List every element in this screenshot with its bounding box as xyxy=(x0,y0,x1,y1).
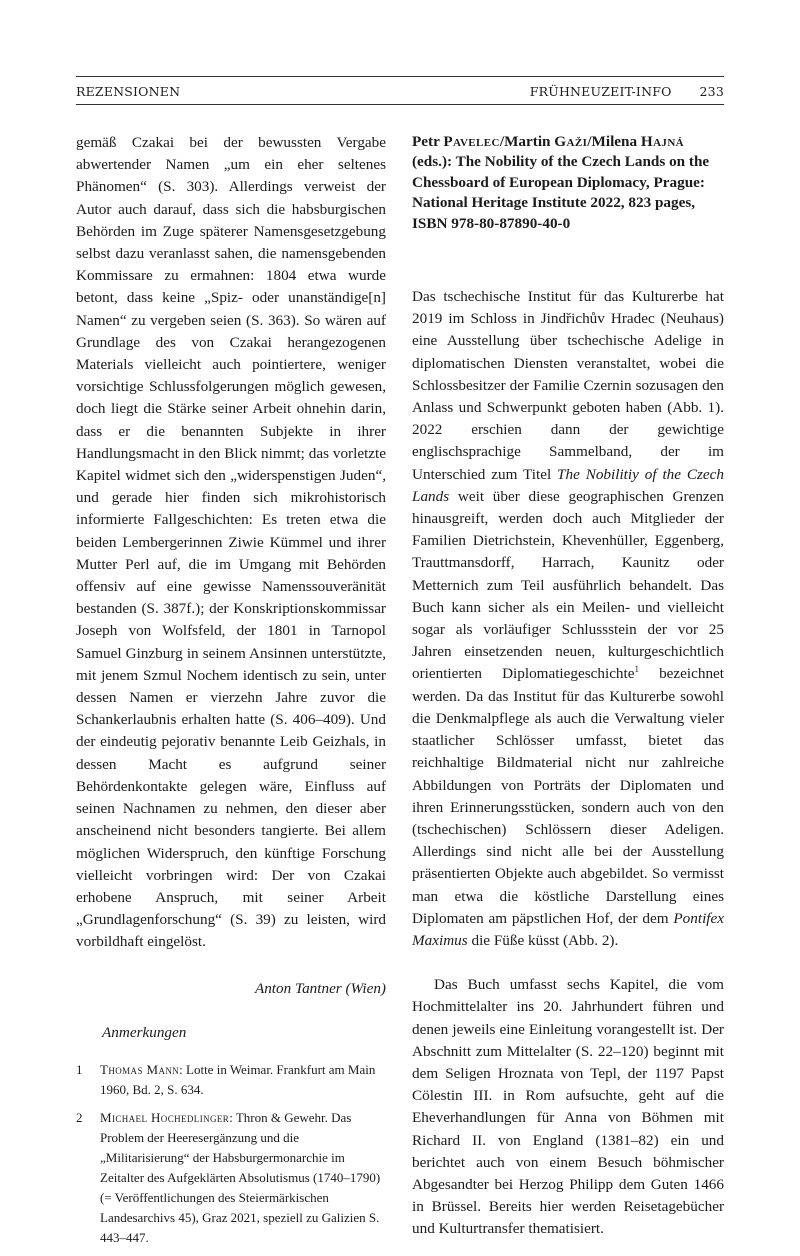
footnote-author: Thomas Mann xyxy=(100,1061,180,1077)
notes-title: Anmerkungen xyxy=(102,1023,187,1041)
header-journal-title: FRÜHNEUZEIT-INFO xyxy=(529,84,672,99)
editor-last-name: Hajná xyxy=(640,133,685,150)
running-header xyxy=(76,84,724,102)
review-heading: Petr Pavelec/Martin Gaži/Milena Hajná (eds.): The Nobility of the Czech Lands on the Chessboard of European Diplomacy, Prague: National Heritage Institute 2022, 823 pages, ISBN 978-80-87890-40-0 xyxy=(412,133,710,232)
review-eds: (eds.): xyxy=(412,153,453,171)
editor-first-name: Milena xyxy=(591,133,638,150)
footnote-marker: 1 xyxy=(634,664,639,675)
text-run: die Füße küsst (Abb. 2). xyxy=(467,931,619,949)
review-paragraph-2: Das Buch umfasst sechs Kapitel, die vom Hochmittelalter ins 20. Jahrhundert führen und denen jeweils eine Einleitung vorangestellt ist. Der Abschnitt zum Mittelalter (S. 22–120) beginnt mit dem Seligen Hroznata von Tepl, der 1197 Papst Cölestin III. in Rom aufsuchte, geht auf die Eheverhandlungen für Anna von Böhmen mit Richard II. von England (1381–82) ein und berichtet auch von einem Besuch böhmischer Abgesandter bei Herzog Philipp dem Guten 1466 in Brüssel. Bereits hier werden Reisetagebücher und Kulturtransfer thematisiert. xyxy=(412,976,724,1238)
page-number: 233 xyxy=(699,84,724,99)
footnote-body: : Lotte in Weimar. Frankfurt am Main 1960, Bd. 2, S. 634. xyxy=(100,1061,376,1097)
editor-first-name: Martin xyxy=(504,133,551,150)
book-title-italic: The Nobilitiy of the Czech Lands xyxy=(412,465,724,505)
footnote-text xyxy=(100,1060,386,1100)
review-book-title: The Nobility of the Czech Lands on the Chessboard of European Diplomacy, Prague: National Heritage Institute 2022, 823 pages, ISBN 978-80-87890-40-0 xyxy=(412,153,710,232)
review-paragraph-1 xyxy=(412,286,724,952)
footnote-author: Michael Hochedlinger xyxy=(100,1109,230,1125)
editor-last-name: Pavelec xyxy=(443,133,500,150)
header-rule xyxy=(76,104,724,105)
right-column xyxy=(412,132,724,1241)
footnote xyxy=(76,1060,386,1100)
header-rule-top xyxy=(76,76,724,77)
notes-list xyxy=(76,1060,386,1248)
review-end-paragraph: gemäß Czakai bei der bewussten Vergabe abwertender Namen „um ein eher seltenes Phänomen“ (S. 303). Allerdings verweist der Autor auch darauf, dass sich die habsburgischen Behörden im Zuge späterer Namensgesetzgebung selbst dazu veranlasst sahen, die namensgebenden Kommissare zu ermahnen: 1804 etwa wurde betont, dass keine „Spiz- oder unanständige[n] Namen“ zu vergeben seien (S. 363). So wären auf Grundlage des von Czakai herangezogenen Materials vielleicht auch pointiertere, weniger vorsichtige Schlussfolgerungen möglich gewesen, doch liegt die Stärke seiner Arbeit ohnehin darin, dass er die benannten Subjekte in ihrer Handlungsmacht in den Blick nimmt; das vorletzte Kapitel widmet sich den „widerspenstigen Juden“, und gerade hier finden sich mikrohistorisch informierte Fallgeschichten: Es treten etwa die beiden Lembergerinnen Ziwie Kümmel und ihrer Mutter Perl auf, die im Umgang mit Behörden offensiv auf eine gewisse Namenssouveränität bestanden (S. 387f.); der Konskriptionskommissar Joseph von Wolfsfeld, der 1801 in Tarnopol Samuel Ginzburg in seinem Ansinnen unterstützte, mit jenem Szmul Nochem identisch zu sein, unter dessen Namen er vierzehn Jahre zuvor die Schankerlaubnis erhalten hatte (S. 406–409). Und der eindeutig pejorativ benannte Leib Geizhals, in dessen Macht es aufgrund seiner Behördenkontakte gelegen wäre, Einfluss auf seinen Nachnamen zu nehmen, den dieser aber anscheinend nicht besonders tangierte. Bei allem möglichen Widerspruch, den künftige Forschung vielleicht vorbringen wird: Der von Czakai erhobene Anspruch, mit seiner Arbeit „Grundlagenforschung“ (S. 39) zu leisten, wird vorbildhaft eingelöst. xyxy=(76,134,386,951)
footnote-text xyxy=(100,1108,386,1248)
footnote-number: 1 xyxy=(76,1061,83,1077)
editor-last-name: Gaži xyxy=(554,133,588,150)
header-section-title: REZENSIONEN xyxy=(76,84,181,99)
text-run: weit über diese geographischen Grenzen hinausgreift, werden doch auch Mitglieder der Familien Dietrichstein, Khevenhüller, Eggenberg, Trauttmansdorff, Harrach, Kaunitz oder Metternich zum Teil ausführlich behandelt. Das Buch kann sicher als ein Meilen- und vielleicht sogar als vorläufiger Schlussstein der vor 25 Jahren einsetzenden neuen, kulturgeschichtlich orientierten Diplomatiegeschichte xyxy=(412,487,724,683)
italic-term: Pontifex Maximus xyxy=(412,909,724,949)
footnote-body: : Thron & Gewehr. Das Problem der Heeresergänzung und die „Militarisierung“ der Habsburgermonarchie im Zeitalter des Aufgeklärten Absolutismus (1740–1790) (= Veröffentlichungen des Steiermärkischen Landesarchivs 45), Graz 2021, speziell zu Galizien S. 443–447. xyxy=(100,1109,381,1245)
footnote xyxy=(76,1108,386,1248)
header-journal xyxy=(530,84,724,99)
editor-first-name: Petr xyxy=(412,133,440,150)
left-column xyxy=(76,132,386,1256)
text-run: bezeichnet werden. Da das Institut für das Kulturerbe sowohl die Denkmalpflege als auch die Verwaltung vieler staatlicher Schlösser umfasst, bietet das reichhaltige Bildmaterial nicht nur zahlreiche Abbildungen von Porträts der Diplomaten und ihren Erinnerungsstücken, sondern auch von den (tschechischen) Schlössern dieser Adeligen. Allerdings sind nicht alle bei der Ausstellung präsentierten Objekte auch abgebildet. So vermisst man etwa die köstliche Darstellung eines Diplomaten am päpstlichen Hof, der dem xyxy=(412,665,724,927)
text-run: Das tschechische Institut für das Kulturerbe hat 2019 im Schloss in Jindřichův Hradec (Neuhaus) eine Ausstellung über tschechische Adelige in diplomatischen Diensten veranstaltet, wobei die Schlossbesitzer der Familie Czernin sozusagen den Anlass und Schwerpunkt geboten haben (Abb. 1). 2022 erschien dann der gewichtige englischsprachige Sammelband, der im Unterschied zum Titel xyxy=(412,288,724,483)
review-signature: Anton Tantner (Wien) xyxy=(254,979,386,997)
footnote-number: 2 xyxy=(76,1109,83,1125)
paragraph-gap xyxy=(412,952,724,974)
